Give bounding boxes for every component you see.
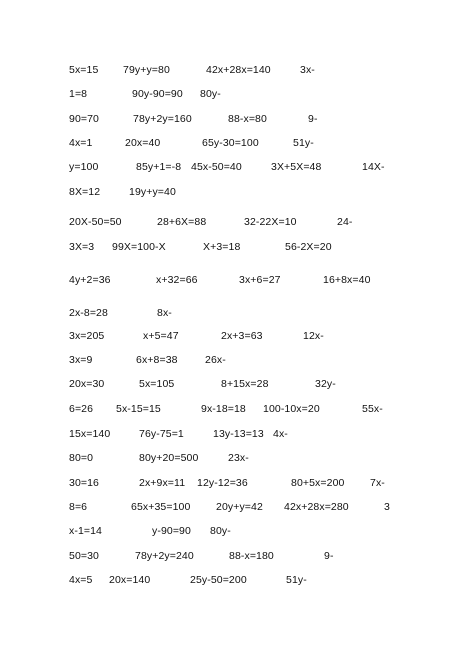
equation-text: 12x- (303, 330, 324, 342)
equation-text: 23x- (228, 452, 249, 464)
equation-text: 55x- (362, 403, 383, 415)
equation-text: 51y- (293, 137, 314, 149)
equation-text: 100-10x=20 (263, 403, 320, 415)
equation-text: 9x-18=18 (201, 403, 246, 415)
equation-text: 32y- (315, 378, 336, 390)
equation-text: 8x- (157, 307, 172, 319)
equation-text: 14X- (362, 161, 385, 173)
equation-text: 4y+2=36 (69, 274, 111, 286)
equation-text: 20X-50=50 (69, 216, 122, 228)
equation-text: 3x- (300, 64, 315, 76)
equation-text: 9- (308, 113, 318, 125)
equation-text: 4x=1 (69, 137, 93, 149)
equation-text: 2x+3=63 (221, 330, 263, 342)
equation-text: 80y+20=500 (139, 452, 199, 464)
equation-text: 12y-12=36 (197, 477, 248, 489)
equation-text: 42x+28x=280 (284, 501, 349, 513)
equation-text: 78y+2y=240 (135, 550, 194, 562)
equation-text: 4x=5 (69, 574, 93, 586)
equation-text: 16+8x=40 (323, 274, 371, 286)
equation-text: 28+6X=88 (157, 216, 207, 228)
equation-text: x+5=47 (143, 330, 179, 342)
equation-text: 13y-13=13 (213, 428, 264, 440)
equation-text: 85y+1=-8 (136, 161, 182, 173)
equation-text: x+32=66 (156, 274, 198, 286)
equation-text: 3x=9 (69, 354, 93, 366)
equation-text: 20x=40 (125, 137, 161, 149)
equation-text: 45x-50=40 (191, 161, 242, 173)
equation-text: 24- (337, 216, 353, 228)
equation-text: y=100 (69, 161, 99, 173)
equation-text: 80=0 (69, 452, 94, 464)
equation-text: 3X=3 (69, 241, 95, 253)
equation-text: 19y+y=40 (129, 186, 176, 198)
equation-text: 8X=12 (69, 186, 101, 198)
equation-text: 90y-90=90 (132, 88, 183, 100)
equation-text: 6=26 (69, 403, 94, 415)
equation-text: 56-2X=20 (285, 241, 332, 253)
equation-text: 78y+2y=160 (133, 113, 192, 125)
equation-text: 25y-50=200 (190, 574, 247, 586)
equation-text: 6x+8=38 (136, 354, 178, 366)
equation-text: 3x=205 (69, 330, 105, 342)
equation-text: 50=30 (69, 550, 99, 562)
equation-text: 88-x=180 (229, 550, 274, 562)
equation-text: 80+5x=200 (291, 477, 345, 489)
equation-text: 4x- (273, 428, 288, 440)
equation-text: 42x+28x=140 (206, 64, 271, 76)
equation-text: 65y-30=100 (202, 137, 259, 149)
equation-text: 2x-8=28 (69, 307, 108, 319)
equation-text: X+3=18 (203, 241, 241, 253)
equation-text: 3X+5X=48 (271, 161, 322, 173)
equation-text: 20x=140 (109, 574, 151, 586)
equation-text: 5x=105 (139, 378, 175, 390)
equation-text: 20x=30 (69, 378, 105, 390)
equation-text: 3 (384, 501, 390, 513)
equation-text: 26x- (205, 354, 226, 366)
equation-text: 79y+y=80 (123, 64, 170, 76)
equation-text: 32-22X=10 (244, 216, 297, 228)
equation-text: 76y-75=1 (139, 428, 184, 440)
equation-text: 99X=100-X (112, 241, 166, 253)
equation-text: 7x- (370, 477, 385, 489)
equation-text: 20y+y=42 (216, 501, 263, 513)
equation-text: 80y- (200, 88, 221, 100)
equation-text: 30=16 (69, 477, 99, 489)
equation-text: 5x=15 (69, 64, 99, 76)
equation-text: 8+15x=28 (221, 378, 269, 390)
equation-text: y-90=90 (152, 525, 191, 537)
equation-text: 3x+6=27 (239, 274, 281, 286)
equation-text: 90=70 (69, 113, 99, 125)
equation-text: 65x+35=100 (131, 501, 191, 513)
equation-text: 2x+9x=11 (139, 477, 186, 489)
equation-text: 51y- (286, 574, 307, 586)
equation-text: 5x-15=15 (116, 403, 161, 415)
equation-text: 15x=140 (69, 428, 111, 440)
equation-text: 1=8 (69, 88, 88, 100)
equation-text: x-1=14 (69, 525, 102, 537)
equation-text: 8=6 (69, 501, 88, 513)
equation-text: 9- (324, 550, 334, 562)
equation-text: 80y- (210, 525, 231, 537)
equation-text: 88-x=80 (228, 113, 267, 125)
